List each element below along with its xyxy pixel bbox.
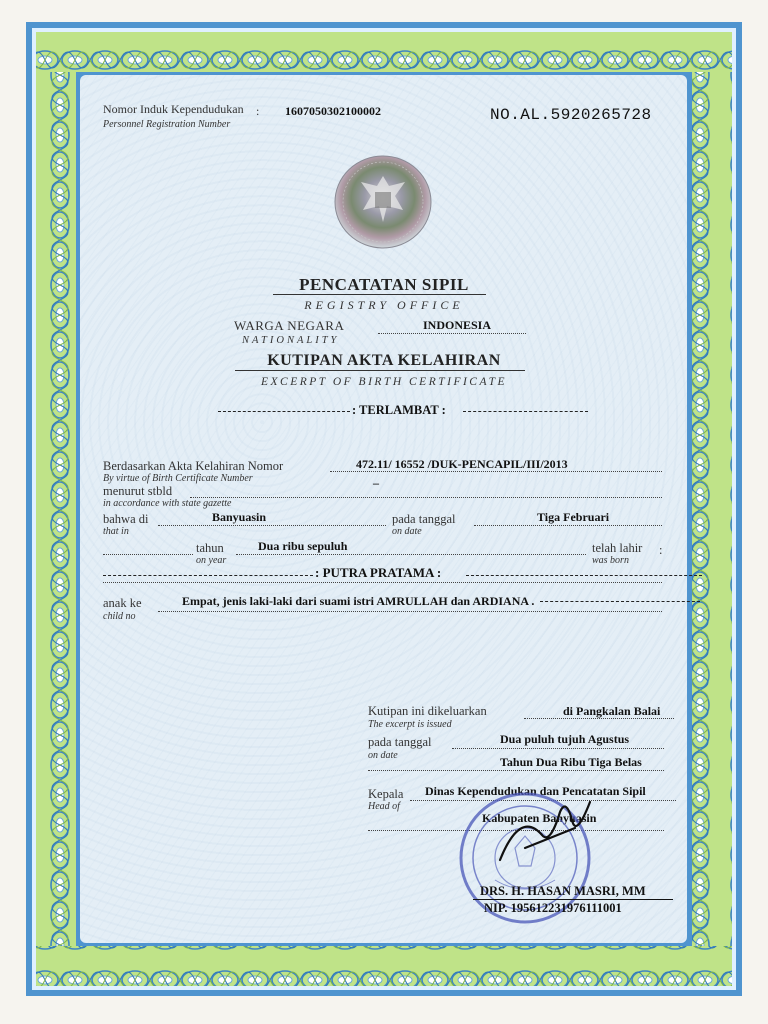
issue-place-label-en: The excerpt is issued: [368, 719, 452, 730]
birthplace-label: bahwa di: [103, 512, 149, 526]
child-order-label: anak ke: [103, 596, 142, 610]
official-name: DRS. H. HASAN MASRI, MM: [480, 884, 646, 898]
document-title: KUTIPAN AKTA KELAHIRAN: [267, 352, 501, 369]
birthyear-label-en: on year: [196, 555, 227, 566]
issue-year-value: Tahun Dua Ribu Tiga Belas: [500, 755, 642, 769]
birthyear-value: Dua ribu sepuluh: [258, 539, 348, 553]
child-name: : PUTRA PRATAMA :: [315, 565, 442, 580]
born-label-en: was born: [592, 555, 629, 566]
nationality-label-en: NATIONALITY: [242, 335, 340, 346]
birthplace-label-en: that in: [103, 526, 129, 537]
official-nip: NIP. 195612231976111001: [484, 901, 622, 915]
head-label-en: Head of: [368, 801, 400, 812]
office-subtitle: REGISTRY OFFICE: [304, 298, 464, 312]
certificate-serial: NO.AL.5920265728: [490, 106, 652, 124]
document-subtitle: EXCERPT OF BIRTH CERTIFICATE: [260, 376, 507, 388]
birthplace-value: Banyuasin: [212, 510, 267, 524]
issue-date-label: pada tanggal: [368, 735, 432, 749]
record-label: Berdasarkan Akta Kelahiran Nomor: [103, 459, 284, 473]
late-registration-mark: : TERLAMBAT :: [352, 403, 446, 417]
registration-label-en: Personnel Registration Number: [103, 119, 231, 130]
regency-value: Kabupaten Banyuasin: [482, 811, 597, 825]
born-colon: :: [659, 543, 663, 557]
record-number: 472.11/ 16552 /DUK-PENCAPIL/III/2013: [356, 457, 568, 471]
child-order-value: Empat, jenis laki-laki dari suami istri AMRULLAH dan ARDIANA .: [182, 594, 535, 608]
signature-mark: [490, 790, 600, 880]
nationality-label: WARGA NEGARA: [234, 318, 345, 333]
stbld-label: menurut stbld: [103, 484, 173, 498]
garuda-hologram-icon: [333, 154, 433, 250]
stbld-value: –: [373, 476, 379, 490]
child-order-label-en: child no: [103, 611, 136, 622]
office-underline: [273, 294, 486, 295]
nationality-value: INDONESIA: [423, 318, 492, 332]
issue-date-value: Dua puluh tujuh Agustus: [500, 732, 630, 746]
record-label-en: By virtue of Birth Certificate Number: [103, 473, 253, 484]
born-label: telah lahir: [592, 541, 643, 555]
registration-colon: :: [256, 104, 260, 118]
birthdate-value: Tiga Februari: [537, 510, 610, 524]
registration-label: Nomor Induk Kependudukan: [103, 102, 244, 116]
registration-number: 1607050302100002: [285, 104, 381, 118]
issue-place-label: Kutipan ini dikeluarkan: [368, 704, 487, 718]
birthyear-label: tahun: [196, 541, 224, 555]
office-title: PENCATATAN SIPIL: [299, 275, 469, 294]
issue-place-value: di Pangkalan Balai: [563, 704, 661, 718]
agency-value: Dinas Kependudukan dan Pencatatan Sipil: [425, 784, 646, 798]
birthdate-label-en: on date: [392, 526, 422, 537]
head-label: Kepala: [368, 787, 404, 801]
issue-date-label-en: on date: [368, 750, 398, 761]
stbld-label-en: in accordance with state gazette: [103, 498, 232, 509]
birthdate-label: pada tanggal: [392, 512, 456, 526]
